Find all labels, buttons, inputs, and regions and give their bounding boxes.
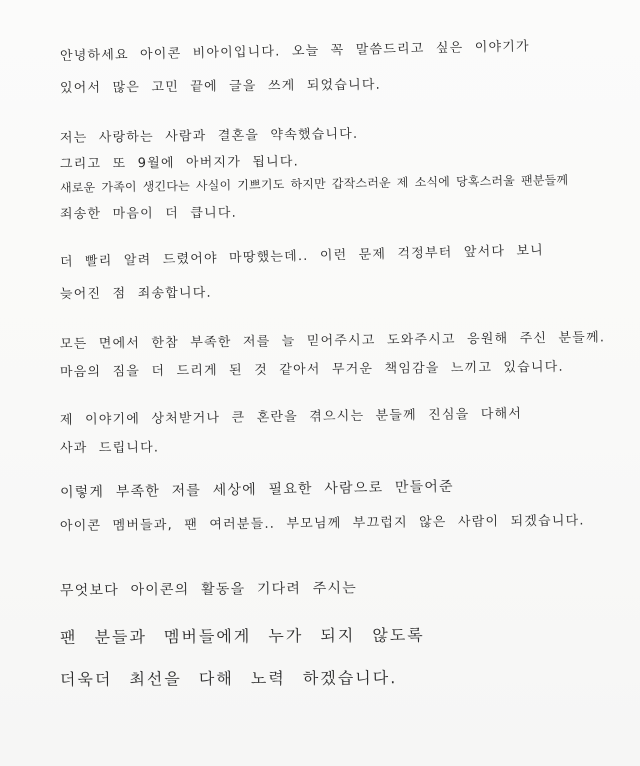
letter-line-13: 이렇게 부족한 저를 세상에 필요한 사람으로 만들어준 <box>59 478 454 501</box>
letter-line-7: 더 빨리 알려 드렸어야 마땅했는데.. 이런 문제 걱정부터 앞서다 보니 <box>59 243 545 270</box>
letter-line-5: 새로운 가족이 생긴다는 사실이 기쁘기도 하지만 갑작스러운 제 소식에 당혹스러울 팬분들께 <box>59 173 569 195</box>
letter-line-1: 안녕하세요 아이콘 비아이입니다. 오늘 꼭 말씀드리고 싶은 이야기가 <box>59 39 530 64</box>
letter-line-2: 있어서 많은 고민 끝에 글을 쓰게 되었습니다. <box>59 77 382 96</box>
letter-line-16: 팬 분들과 멤버들에게 누가 되지 않도록 <box>59 625 425 647</box>
letter-line-14: 아이콘 멤버들과, 팬 여러분들.. 부모님께 부끄럽지 않은 사람이 되겠습니다. <box>59 513 585 534</box>
letter-line-3: 저는 사랑하는 사람과 결혼을 약속했습니다. <box>59 126 359 146</box>
letter-line-11: 제 이야기에 상처받거나 큰 혼란을 겪으시는 분들께 진심을 다해서 <box>59 406 523 428</box>
letter-line-17: 더욱더 최선을 다해 노력 하겠습니다. <box>59 668 398 689</box>
letter-line-8: 늦어진 점 죄송합니다. <box>59 285 212 302</box>
letter-line-12: 사과 드립니다. <box>59 440 160 456</box>
letter-line-6: 죄송한 마음이 더 큽니다. <box>59 205 237 222</box>
letter-line-10: 마음의 짐을 더 드리게 된 것 같아서 무거운 책임감을 느끼고 있습니다. <box>59 359 564 380</box>
letter-line-4: 그리고 또 9월에 아버지가 됩니다. <box>59 154 300 172</box>
letter-line-15: 무엇보다 아이콘의 활동을 기다려 주시는 <box>59 580 357 599</box>
letter-line-9: 모든 면에서 한참 부족한 저를 늘 믿어주시고 도와주시고 응원해 주신 분들께. <box>59 330 606 352</box>
